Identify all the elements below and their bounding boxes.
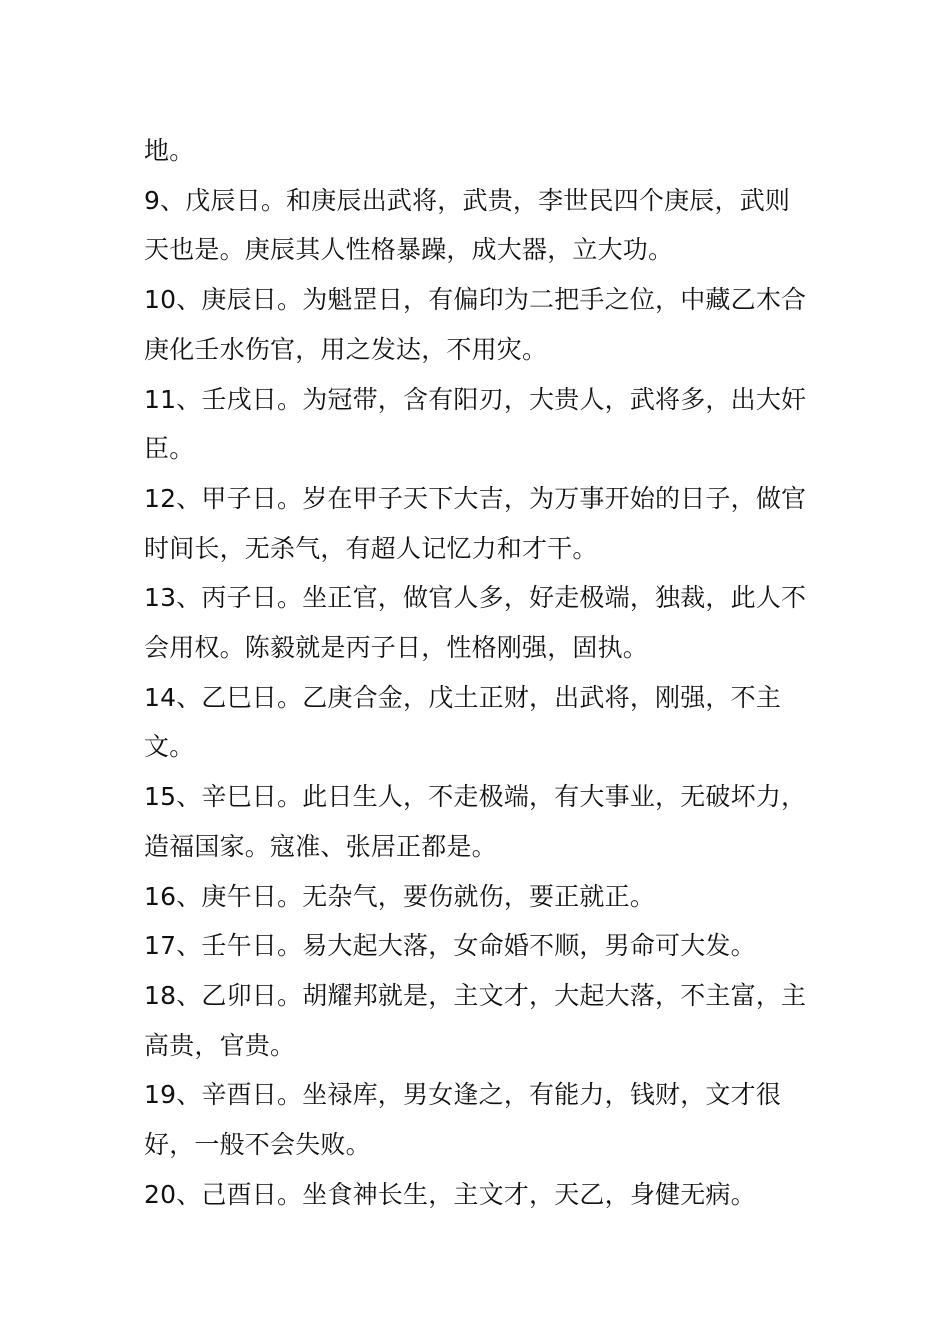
paragraph-item-19: 19、辛酉日。坐禄库，男女逢之，有能力，钱财，文才很好，一般不会失败。 — [144, 1080, 782, 1160]
paragraph-item-14: 14、乙巳日。乙庚合金，戊土正财，出武将，刚强，不主文。 — [144, 682, 782, 762]
paragraph-item-18: 18、乙卯日。胡耀邦就是，主文才，大起大落，不主富，主高贵，官贵。 — [144, 980, 807, 1060]
paragraph-item-20: 20、己酉日。坐食神长生，主文才，天乙，身健无病。 — [144, 1179, 756, 1209]
paragraph-item-17: 17、壬午日。易大起大落，女命婚不顺，男命可大发。 — [144, 931, 756, 961]
paragraph-item-16: 16、庚午日。无杂气，要伤就伤，要正就正。 — [144, 881, 656, 911]
paragraph-item-13: 13、丙子日。坐正官，做官人多，好走极端，独裁，此人不会用权。陈毅就是丙子日，性格刚强，固执。 — [144, 583, 807, 663]
paragraph-item-15: 15、辛巳日。此日生人，不走极端，有大事业，无破坏力，造福国家。寇准、张居正都是。 — [144, 782, 807, 861]
paragraph-item-9: 9、戊辰日。和庚辰出武将，武贵，李世民四个庚辰，武则天也是。庚辰其人性格暴躁，成大器，立大功。 — [144, 185, 791, 265]
paragraph-item-10: 10、庚辰日。为魁罡日，有偏印为二把手之位，中藏乙木合庚化壬水伤官，用之发达，不用灾。 — [144, 285, 807, 364]
paragraph-item-12: 12、甲子日。岁在甲子天下大吉，为万事开始的日子，做官时间长，无杀气，有超人记忆力和才干。 — [144, 483, 807, 563]
paragraph-continuation: 地。 — [144, 136, 195, 165]
document-body — [144, 126, 814, 1219]
paragraph-item-11: 11、壬戌日。为冠带，含有阳刃，大贵人，武将多，出大奸臣。 — [144, 384, 807, 464]
